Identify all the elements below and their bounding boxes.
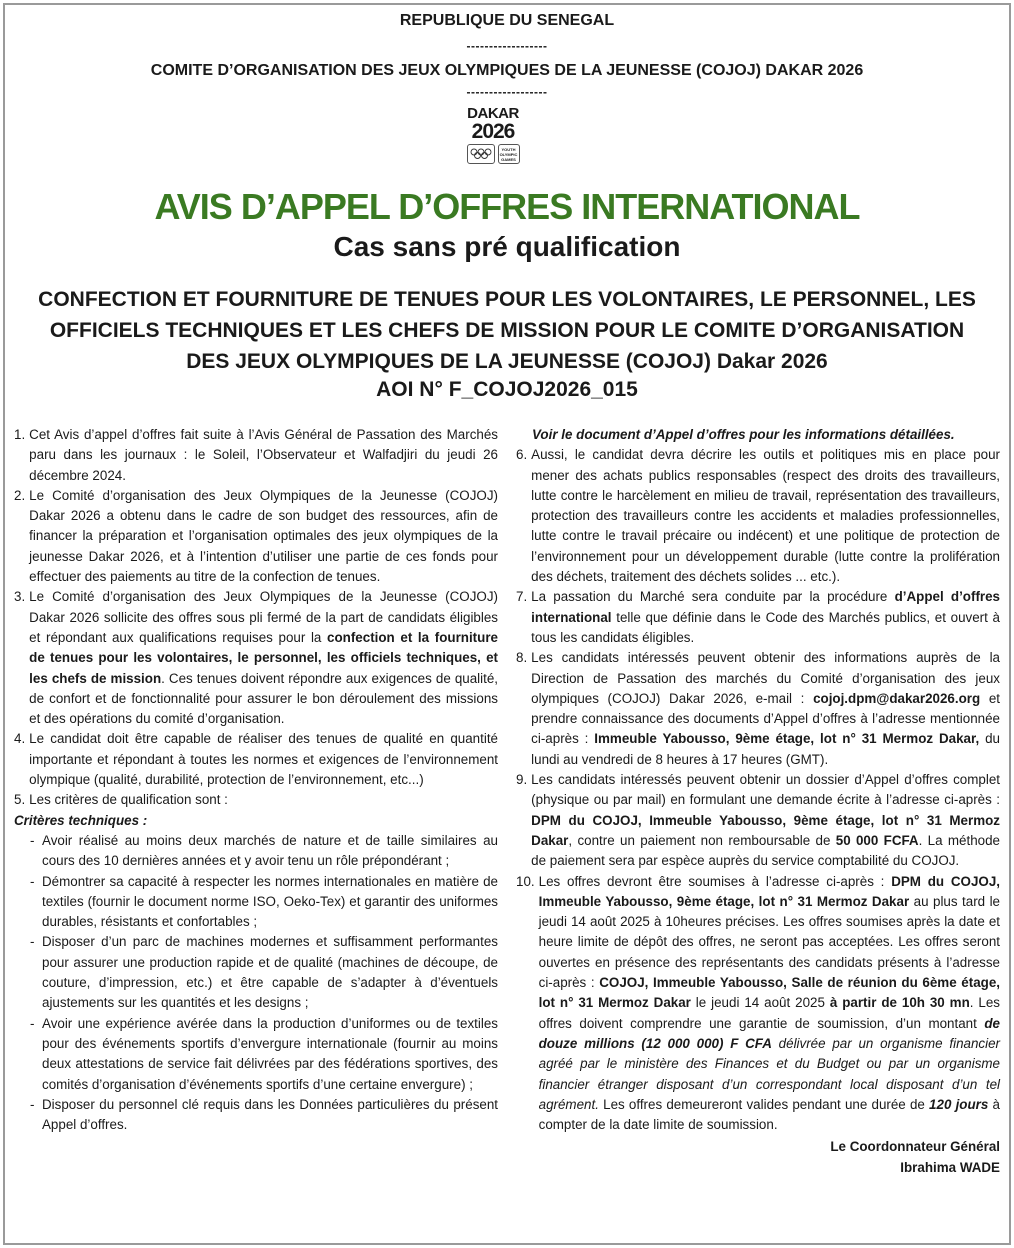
organization-heading: COMITE D’ORGANISATION DES JEUX OLYMPIQUES DE LA JEUNESSE (COJOJ) DAKAR 2026 [150,62,864,79]
clause-10: 10. Les offres devront être soumises à l’adresse ci-après : DPM du COJOJ, Immeuble Yabousso, 9ème étage, lot n° 31 Mermoz Dakar au plus tard le jeudi 14 août 2025 à 10heures précises. Les offres soumises après la date et heure limite de dépôt des offres, ne seront pas acceptées. Les offres seront ouvertes en présence des représentants des candidats présents à l’adresse ci-après : COJOJ, Immeuble Yabousso, Salle de réunion du 6ème étage, lot n° 31 Mermoz Dakar le jeudi 14 août 2025 à partir de 10h 30 mn. Les offres doivent comprendre une garantie de soumission, d’un montant de douze millions (12 000 000) F CFA délivrée par un organisme financier agréé par le ministère des Finances et du Budget ou par un organisme financier étranger disposant d’un correspondant local disposant d’un tel agrément. Les offres demeureront valides pendant une durée de 120 jours à compter de la date limite de soumission. [516,873,1000,1133]
clause-6: 6. Aussi, le candidat devra décrire les outils et politiques mis en place pour mener des achats publics responsables (respect des droits des travailleurs, lutte contre le harcèlement en milieu de travail, représentation des travailleurs, protection des travailleurs contre les accidents et maladies professionnelles, lutte contre le travail précaire ou indécent) et une politique de protection de l’environnement pour un développement durable (lutte contre la prolifération des déchets, traitement des déchets solides ... etc.). [516,447,1000,585]
right-column [516,425,1000,1178]
criterion-item: - Avoir réalisé au moins deux marchés de nature et de taille similaires au cours des 10 dernières années et y avoir tenu un rôle prépondérant ; [30,832,498,869]
clause-7: 7. La passation du Marché sera conduite par la procédure d’Appel d’offres international telle que définie dans le Code des Marchés publics, et ouvert à tous les candidats éligibles. [516,589,1001,645]
signatory-name: Ibrahima WADE [900,1159,1000,1175]
dakar-2026-logo [465,106,521,180]
clause-3: 3. Le Comité d’organisation des Jeux Olympiques de la Jeunesse (COJOJ) Dakar 2026 sollicite des offres sous pli fermé de la part de candidats éligibles et répondant aux qualifications requises pour la confection et la fourniture de tenues pour les volontaires, le personnel, les officiels techniques, et les chefs de mission. Ces tenues doivent répondre aux exigences de qualité, de confort et de fonctionnalité pour assurer le bon déroulement des missions et des opérations du comité d’organisation. [14,589,498,727]
notice-subtitle: Cas sans pré qualification [333,231,681,262]
see-document-note: Voir le document d’Appel d’offres pour les informations détaillées. [532,427,955,442]
left-column [14,425,498,1135]
olympic-rings-icon [467,144,495,164]
separator-dashes: ------------------ [466,39,548,53]
separator-dashes: ------------------ [466,85,548,99]
criteria-heading: Critères techniques : [14,812,148,828]
clause-5: 5. Les critères de qualification sont : [14,792,228,808]
criterion-item: - Avoir une expérience avérée dans la production d’uniformes ou de textiles pour des événements sportifs d’envergure internationale (fournir au moins deux attestations de service fait délivrées par des fédérations sportives, des comités d’organisation d’événements sportifs d’une certaine envergure) ; [30,1015,498,1092]
tender-object: CONFECTION ET FOURNITURE DE TENUES POUR LES VOLONTAIRES, LE PERSONNEL, LES OFFICIELS TECHNIQUES ET LES CHEFS DE MISSION POUR LE COMITE D’ORGANISATION DES JEUX OLYMPIQUES DE LA JEUNESSE (COJOJ) Dakar 2026 [38,288,976,373]
contact-email: cojoj.dpm@dakar2026.org [813,690,981,706]
tender-reference: AOI N° F_COJOJ2026_015 [376,378,638,401]
youth-olympic-games-badge: YOUTH OLYMPIC GAMES [498,144,520,164]
country-heading: REPUBLIQUE DU SENEGAL [399,12,615,29]
criterion-item: - Disposer d’un parc de machines modernes et suffisamment performantes pour assurer une production rapide et de qualité (machines de découpe, de couture, d’impression, etc.) et être capable de s’adapter à d’éventuels ajustements sur les quantités et les designs ; [30,934,498,1011]
clause-4: 4. Le candidat doit être capable de réaliser des tenues de qualité en quantité importante et répondant à toutes les normes et exigences de l’environnement olympique (qualité, durabilité, protection de l’environnement, etc...) [14,731,498,788]
clause-8: 8. Les candidats intéressés peuvent obtenir des informations auprès de la Direction de Passation des marchés du Comité d’organisation des jeux olympiques (COJOJ) Dakar 2026, e-mail : cojoj.dpm@dakar2026.org et prendre connaissance des documents d’Appel d’offres à l’adresse mentionnée ci-après : Immeuble Yabousso, 9ème étage, lot n° 31 Mermoz Dakar, du lundi au vendredi de 8 heures à 17 heures (GMT). [516,650,1000,767]
notice-title: AVIS D’APPEL D’OFFRES INTERNATIONAL [154,186,860,227]
signatory-title: Le Coordonnateur Général [830,1139,1000,1155]
clause-1: 1. Cet Avis d’appel d’offres fait suite à l’Avis Général de Passation des Marchés paru dans les journaux : le Soleil, l’Observateur et Walfadjiri du jeudi 26 décembre 2024. [14,427,498,483]
criterion-item: - Disposer du personnel clé requis dans les Données particulières du présent Appel d’offres. [30,1096,498,1133]
logo-line-1: DAKAR [467,105,519,122]
clause-9: 9. Les candidats intéressés peuvent obtenir un dossier d’Appel d’offres complet (physique ou par mail) en formulant une demande écrite à l’adresse ci-après : DPM du COJOJ, Immeuble Yabousso, 9ème étage, lot n° 31 Mermoz Dakar, contre un paiement non remboursable de 50 000 FCFA. La méthode de paiement sera par espèce auprès du service comptabilité du COJOJ. [516,772,1000,869]
logo-line-2: 2026 [471,120,515,143]
criterion-item: - Démontrer sa capacité à respecter les normes internationales en matière de textiles (fournir le document norme ISO, Oeko-Tex) et garantir des uniformes durables, résistants et confortables ; [30,873,498,930]
clause-2: 2. Le Comité d’organisation des Jeux Olympiques de la Jeunesse (COJOJ) Dakar 2026 a obtenu dans le cadre de son budget des ressources, afin de financer la préparation et l’organisation optimales des jeux olympiques de la jeunesse Dakar 2026, et à l’intention d’utiliser une partie de ces fonds pour effectuer des paiements au titre de la confection de tenues. [14,487,498,585]
